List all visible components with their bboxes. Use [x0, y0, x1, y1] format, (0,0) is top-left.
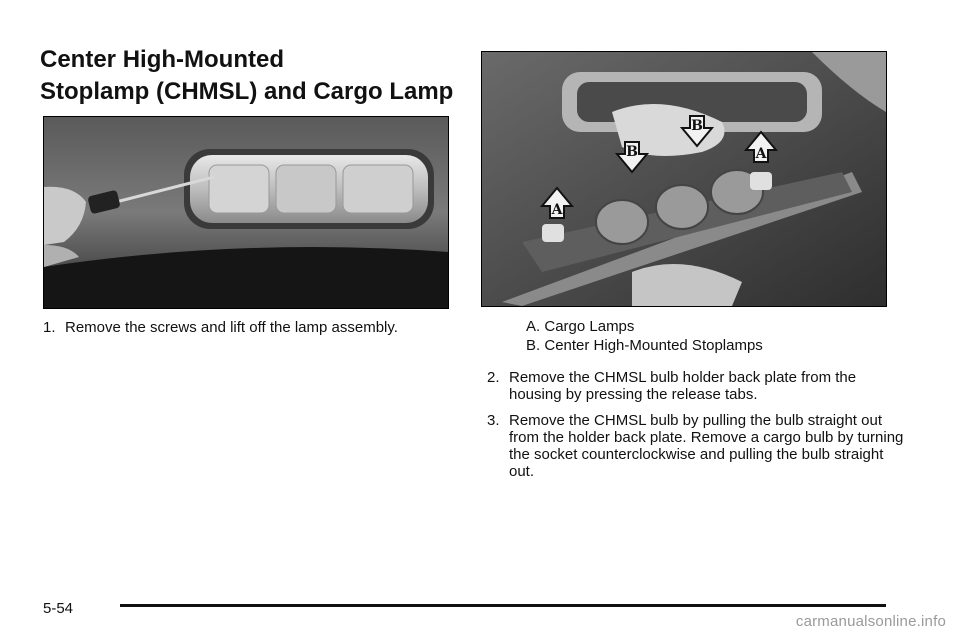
- page-title-line-1: Center High-Mounted: [40, 46, 284, 73]
- callout-arrow-icon: [744, 130, 778, 164]
- step-text: Remove the CHMSL bulb by pulling the bulb straight out from the holder back plate. Remove a cargo bulb by turning the socket counterclockwise and pulling the bulb straight out.: [509, 412, 904, 480]
- watermark: carmanualsonline.info: [795, 613, 946, 630]
- bulb-holder-photo: [481, 51, 887, 307]
- caption-text: Cargo Lamps: [544, 318, 635, 335]
- lamp-assembly-photo: [43, 116, 449, 309]
- callout-b-left: [615, 140, 649, 174]
- step-number: 3.: [487, 412, 500, 429]
- callout-arrow-icon: [680, 114, 714, 148]
- svg-text:A: A: [551, 202, 563, 218]
- step-text: Remove the CHMSL bulb holder back plate from the housing by pressing the release tabs.: [509, 369, 857, 403]
- page-title: [40, 44, 460, 108]
- figure-caption-a: [526, 318, 896, 335]
- footer-rule: [120, 604, 886, 607]
- callout-arrow-icon: [615, 140, 649, 174]
- step-number: 1.: [43, 319, 56, 336]
- svg-text:B: B: [691, 118, 703, 134]
- lamp-assembly-illustration: [44, 117, 448, 308]
- page-title-line-2: Stoplamp (CHMSL) and Cargo Lamp: [40, 78, 454, 105]
- figure-caption-b: [526, 337, 896, 354]
- step-number: 2.: [487, 369, 500, 386]
- svg-text:B: B: [626, 144, 638, 160]
- page-number: 5-54: [43, 600, 74, 617]
- callout-b-right: [680, 114, 714, 148]
- caption-text: Center High-Mounted Stoplamps: [544, 337, 763, 354]
- caption-letter: B.: [526, 337, 541, 354]
- caption-letter: A.: [526, 318, 541, 335]
- bulb-holder-illustration: [482, 52, 886, 306]
- callout-a-right: [744, 130, 778, 164]
- svg-text:A: A: [755, 146, 767, 162]
- callout-a-left: [540, 186, 574, 220]
- callout-arrow-icon: [540, 186, 574, 220]
- step-text: Remove the screws and lift off the lamp assembly.: [65, 319, 398, 336]
